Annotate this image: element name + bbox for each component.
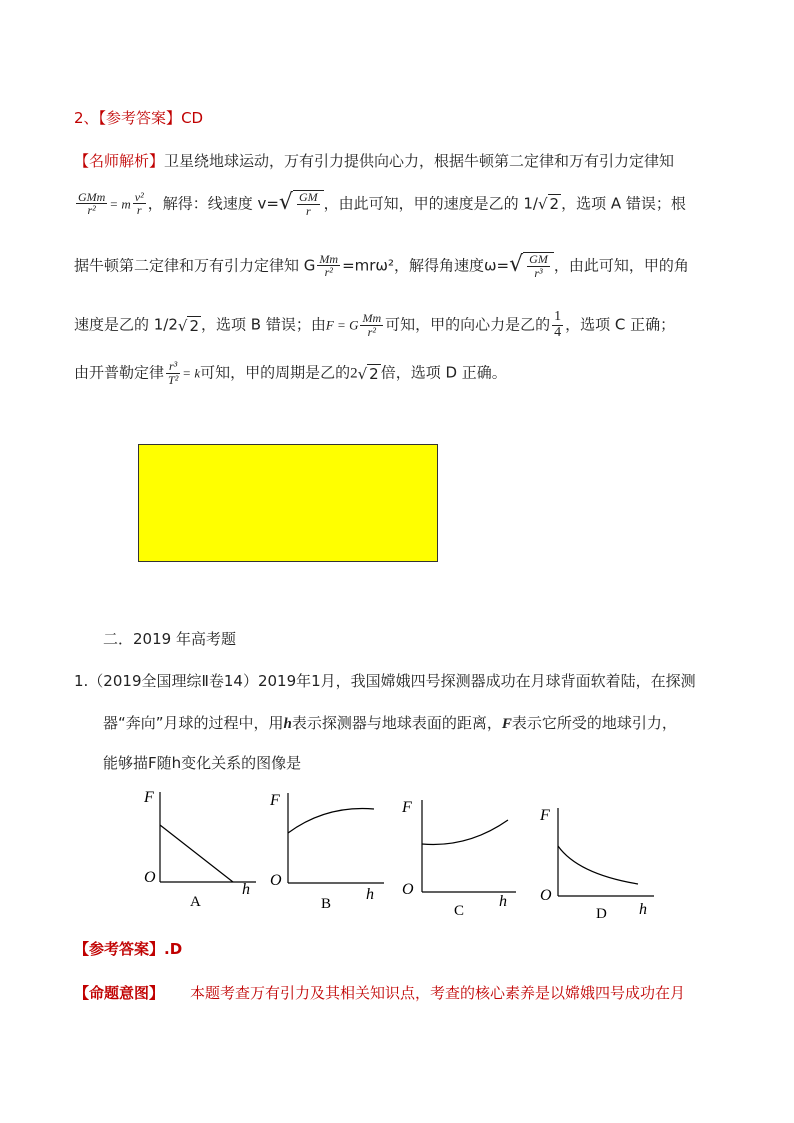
yellow-highlight-box <box>138 444 438 562</box>
q1-line2a: 器“奔向”月球的过程中，用 <box>103 714 284 732</box>
q1-line1: 1.（2019全国理综Ⅱ卷14）2019年1月，我国嫦娥四号探测器成功在月球背面软着陆，在探测 <box>74 672 696 690</box>
sqrt-2-c: √ 2 <box>357 364 379 383</box>
graph-b <box>266 785 386 919</box>
q2-line2c: ，选项 A 错误；根 <box>561 194 686 213</box>
section-title: 二．2019 年高考题 <box>103 630 236 648</box>
q2-analysis-tag: 【名师解析】 <box>74 152 165 170</box>
q2-analysis-line5 <box>74 360 507 386</box>
q2-analysis-line3 <box>74 252 689 280</box>
q1-line2c: 表示它所受的地球引力， <box>511 714 677 732</box>
graph-c-label: C <box>454 903 465 919</box>
graph-b-label: B <box>321 896 332 912</box>
q2-answer: CD <box>181 109 204 127</box>
graph-d <box>538 798 658 932</box>
eq1-lhs-fraction: $\frac{\text{GMm}}{\text{r²}}$ <box>78 189 106 218</box>
q2-line5a: 由开普勒定律 <box>74 363 165 382</box>
F-symbol: F <box>501 716 512 732</box>
graph-a <box>138 782 258 916</box>
q2-line2b: ，由此可知，甲的速度是乙的 1/ <box>323 194 538 213</box>
sqrt-gm-over-r: √ $\frac{GM}{r}$ <box>279 190 324 218</box>
q2-line5b: 可知，甲的周期是乙的 <box>200 363 351 382</box>
q1-answer: .D <box>164 940 183 958</box>
eq3-fraction: $\frac{Mm}{\text{r²}}$ <box>319 251 339 280</box>
q1-intent-line <box>74 982 685 1003</box>
graph-a-y-label: F <box>144 789 154 806</box>
graph-d-label: D <box>596 906 607 922</box>
eq5-fraction: $\frac{\text{r³}}{\text{T²}}$ <box>168 359 179 387</box>
q1-intent-text: 本题考查万有引力及其相关知识点，考查的核心素养是以嫦娥四号成功在月 <box>190 984 686 1002</box>
q2-line4d: ，选项 C 正确； <box>565 315 676 334</box>
graph-d-y-label: F <box>540 807 550 824</box>
graph-c <box>398 792 518 926</box>
eq1-rhs-fraction: $\frac{\text{v²}}{r}$ <box>134 189 144 218</box>
q2-analysis-line4 <box>74 310 675 340</box>
graph-d-origin: O <box>540 887 552 904</box>
graph-c-x-label: h <box>499 893 507 910</box>
q1-line2b: 表示探测器与地球表面的距离， <box>291 714 502 732</box>
q2-line4a: 速度是乙的 1/2 <box>74 315 178 334</box>
h-symbol: h <box>283 716 292 732</box>
one-quarter-fraction: $\frac{1}{4}$ <box>554 309 562 340</box>
sqrt-2-a: √ 2 <box>537 195 560 214</box>
q2-analysis-line1 <box>74 150 674 171</box>
graph-a-origin: O <box>144 869 156 886</box>
eq4-lhs: F = G <box>325 317 359 333</box>
q2-line3b: =mrω²，解得角速度ω= <box>342 256 510 275</box>
q1-line3: 能够描F随h变化关系的图像是 <box>103 754 302 772</box>
q2-line1-text: 卫星绕地球运动，万有引力提供向心力，根据牛顿第二定律和万有引力定律知 <box>164 152 675 170</box>
graph-a-label: A <box>190 894 201 910</box>
eq5-rhs: = k <box>182 365 201 381</box>
q2-line3c: ，由此可知，甲的角 <box>553 256 689 275</box>
q2-line4c: 可知，甲的向心力是乙的 <box>385 315 551 334</box>
q2-line5d: 倍，选项 D 正确。 <box>380 363 507 382</box>
q1-intent-tag: 【命题意图】 <box>74 984 165 1002</box>
q1-answer-line <box>74 938 182 959</box>
graph-b-y-label: F <box>270 792 280 809</box>
q1-line2 <box>103 712 677 733</box>
sqrt-gm-over-r3: √ $\frac{GM}{\text{r³}}$ <box>509 252 554 280</box>
graph-c-origin: O <box>402 881 414 898</box>
q2-number: 2、 <box>74 109 99 127</box>
q1-answer-tag: 【参考答案】 <box>74 940 165 958</box>
eq4-fraction: $\frac{Mm}{\text{r²}}$ <box>362 311 382 339</box>
sqrt-2-b: √ 2 <box>177 316 200 335</box>
q2-answer-line <box>74 107 203 128</box>
graph-c-y-label: F <box>402 799 412 816</box>
q2-line3a: 据牛顿第二定律和万有引力定律知 G <box>74 256 316 275</box>
graph-b-x-label: h <box>366 886 374 903</box>
graph-d-x-label: h <box>639 901 647 918</box>
eq1-mid: = m <box>109 196 131 212</box>
q2-analysis-line2 <box>74 190 686 218</box>
q2-answer-tag: 【参考答案】 <box>98 109 182 127</box>
graph-a-x-label: h <box>242 881 250 898</box>
q2-line5c: 2 <box>350 365 358 382</box>
q2-line4b: ，选项 B 错误；由 <box>201 315 326 334</box>
q2-line2a: ，解得：线速度 v= <box>147 194 279 213</box>
graph-b-origin: O <box>270 872 282 889</box>
